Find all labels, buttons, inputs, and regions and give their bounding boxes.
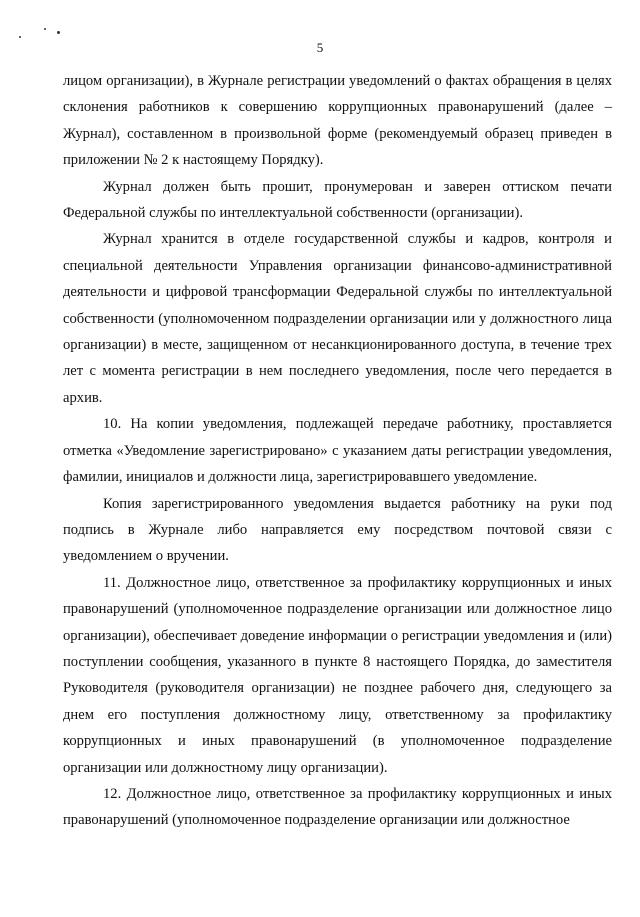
paragraph-item-11: 11. Должностное лицо, ответственное за профилактику коррупционных и иных правонарушений (уполномоченное подразделение организации или должностное лицо организации), обеспечивает доведение информации о регистрации уведомления и (или) поступлении сообщения, указанного в пункте 8 настоящего Порядка, до заместителя Руководителя (руководителя организации) не позднее рабочего дня, следующего за днем его поступления должностному лицу, ответственному за профилактику коррупционных и иных правонарушений (в уполномоченное подразделение организации или должностному лицу организации).: [63, 574, 612, 776]
body-text: [63, 68, 612, 834]
scan-speck-2: [44, 28, 46, 30]
paragraph-continuation: лицом организации), в Журнале регистрации уведомлений о фактах обращения в целях склонения работников к совершению коррупционных правонарушений (далее – Журнал), составленном в произвольной форме (рекомендуемый образец приведен в приложении № 2 к настоящему Порядку).: [63, 73, 612, 169]
paragraph-item-10: 10. На копии уведомления, подлежащей передаче работнику, проставляется отметка «Уведомление зарегистрировано» с указанием даты регистрации уведомления, фамилии, инициалов и должности лица, зарегистрировавшего уведомление.: [63, 416, 612, 486]
paragraph-copy-issuance: Копия зарегистрированного уведомления выдается работнику на руки под подпись в Журнале либо направляется ему посредством почтовой связи с уведомлением о вручении.: [63, 495, 612, 565]
scan-speck-3: [57, 31, 60, 34]
paragraph-journal-storage: Журнал хранится в отделе государственной службы и кадров, контроля и специальной деятельности Управления организации финансово-административной деятельности и цифровой трансформации Федеральной службы по интеллектуальной собственности (уполномоченном подразделении организации или у должностного лица организации) в месте, защищенном от несанкционированного доступа, в течение трех лет с момента регистрации в нем последнего уведомления, после чего передается в архив.: [63, 231, 612, 406]
paragraph-item-12: 12. Должностное лицо, ответственное за профилактику коррупционных и иных правонарушений (уполномоченное подразделение организации или должностное: [63, 785, 612, 829]
scan-speck-1: [19, 36, 21, 38]
paragraph-journal-binding: Журнал должен быть прошит, пронумерован и заверен оттиском печати Федеральной службы по интеллектуальной собственности (организации).: [63, 178, 612, 222]
page-number: 5: [316, 40, 324, 55]
